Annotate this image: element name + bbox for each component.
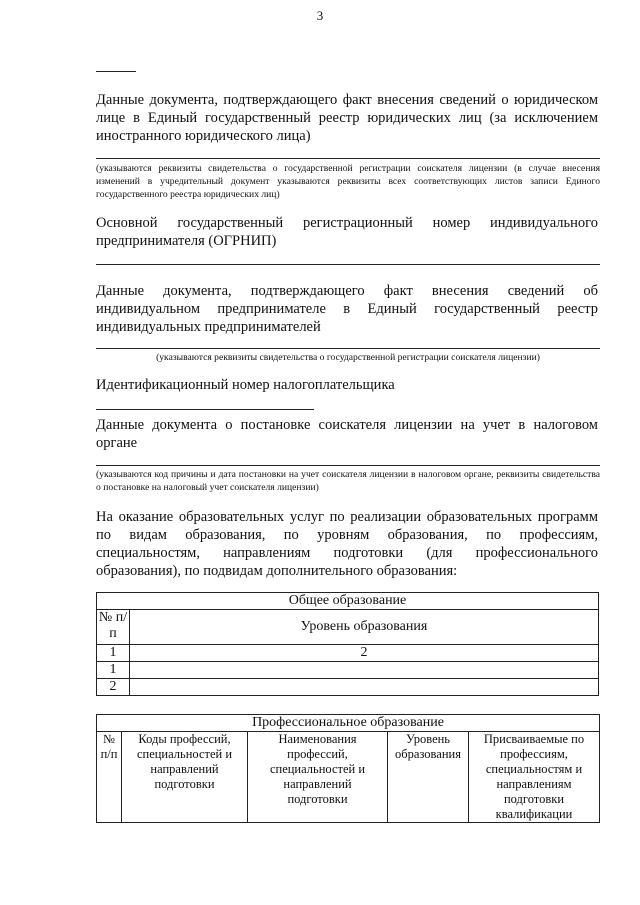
services-paragraph: На оказание образовательных услуг по реализации образовательных программ по видам образования, по уровням образования, по профессиям, специальностям, направлениям подготовки (для профессионального образования), по подвидам дополнительного образования: [96,509,598,579]
tax-document-note: (указываются код причины и дата постановки на учет соискателя лицензии в налоговом органе, реквизиты свидетельства о постановке на налоговый учет соискателя лицензии) [96,469,600,493]
col-header-level: Уровень образования [130,610,599,645]
col-header-number: № п/п [97,732,122,823]
row-level[interactable] [130,662,599,679]
col-header-qualifications: Присваиваемые по профессиям, специальностям и направлениям подготовки квалификации [469,732,600,823]
col-header-names: Наименования профессий, специальностей и направлений подготовки [248,732,388,823]
ogrnip-line[interactable] [96,264,600,265]
row-number: 1 [97,645,130,662]
legal-entity-document-note: (указываются реквизиты свидетельства о государственной регистрации соискателя лицензии (в случае внесения изменений в учредительный документ указываются реквизиты всех соответствующих листов записи Единого государственного реестра юридических лиц) [96,163,600,200]
legal-entity-document-label: Данные документа, подтверждающего факт внесения сведений о юридическом лице в Единый государственный реестр юридических лиц (за исключением иностранного юридического лица) [96,92,598,144]
ogrnip-label: Основной государственный регистрационный номер индивидуального предпринимателя (ОГРНИП) [96,215,598,249]
inn-label: Идентификационный номер налогоплательщика [96,377,395,393]
col-header-level: Уровень образования [388,732,469,823]
row-level[interactable]: 2 [130,645,599,662]
legal-entity-document-line[interactable] [96,158,600,159]
ip-document-note: (указываются реквизиты свидетельства о государственной регистрации соискателя лицензии) [156,352,540,363]
row-level[interactable] [130,679,599,696]
col-header-number: № п/п [97,610,130,645]
ip-document-line[interactable] [96,348,600,349]
inn-row [96,376,598,415]
tax-document-line[interactable] [96,465,600,466]
professional-education-title: Профессиональное образование [97,715,600,732]
page-number: 3 [316,8,324,23]
table-row [97,662,599,679]
inn-field[interactable] [96,394,314,410]
tax-document-label: Данные документа о постановке соискателя лицензии на учет в налоговом органе [96,417,598,451]
ip-document-label: Данные документа, подтверждающего факт внесения сведений об индивидуальном предпринимателе в Единый государственный реестр индивидуальных предпринимателей [96,283,598,335]
professional-education-table [96,714,600,823]
table-row [97,679,599,696]
general-education-title: Общее образование [97,593,599,610]
row-number: 1 [97,662,130,679]
table-row [97,645,599,662]
top-rule [96,71,136,72]
general-education-table [96,592,599,696]
row-number: 2 [97,679,130,696]
col-header-codes: Коды профессий, специальностей и направлений подготовки [122,732,248,823]
